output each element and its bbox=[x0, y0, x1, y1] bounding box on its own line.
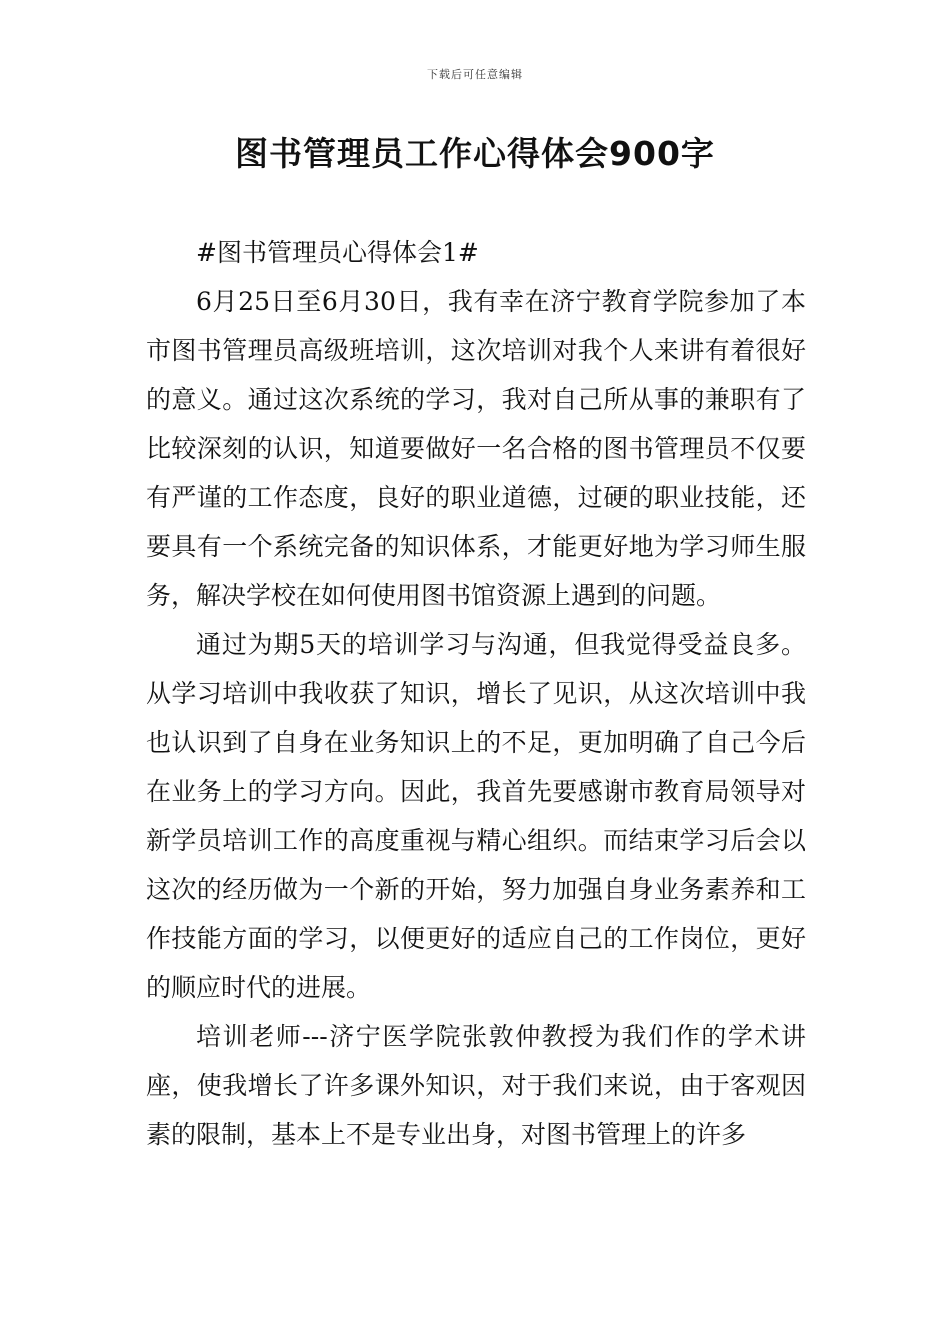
paragraph-3: 培训老师---济宁医学院张敦仲教授为我们作的学术讲座，使我增长了许多课外知识，对于我们来说，由于客观因素的限制，基本上不是专业出身，对图书管理上的许多 bbox=[146, 1022, 806, 1149]
paragraph-2: 通过为期5天的培训学习与沟通，但我觉得受益良多。从学习培训中我收获了知识，增长了见识，从这次培训中我也认识到了自身在业务知识上的不足，更加明确了自己今后在业务上的学习方向。因此，我首先要感谢市教育局领导对新学员培训工作的高度重视与精心组织。而结束学习后会以这次的经历做为一个新的开始，努力加强自身业务素养和工作技能方面的学习，以便更好的适应自己的工作岗位，更好的顺应时代的进展。 bbox=[146, 630, 806, 1002]
paragraph-1: 6月25日至6月30日，我有幸在济宁教育学院参加了本市图书管理员高级班培训，这次培训对我个人来讲有着很好的意义。通过这次系统的学习，我对自己所从事的兼职有了比较深刻的认识，知道要做好一名合格的图书管理员不仅要有严谨的工作态度，良好的职业道德，过硬的职业技能，还要具有一个系统完备的知识体系，才能更好地为学习师生服务，解决学校在如何使用图书馆资源上遇到的问题。 bbox=[146, 287, 806, 610]
document-body bbox=[146, 228, 806, 1159]
page-title: 图书管理员工作心得体会900字 bbox=[235, 134, 715, 173]
header-note: 下载后可任意编辑 bbox=[427, 68, 523, 81]
section-heading: #图书管理员心得体会1# bbox=[196, 238, 479, 267]
